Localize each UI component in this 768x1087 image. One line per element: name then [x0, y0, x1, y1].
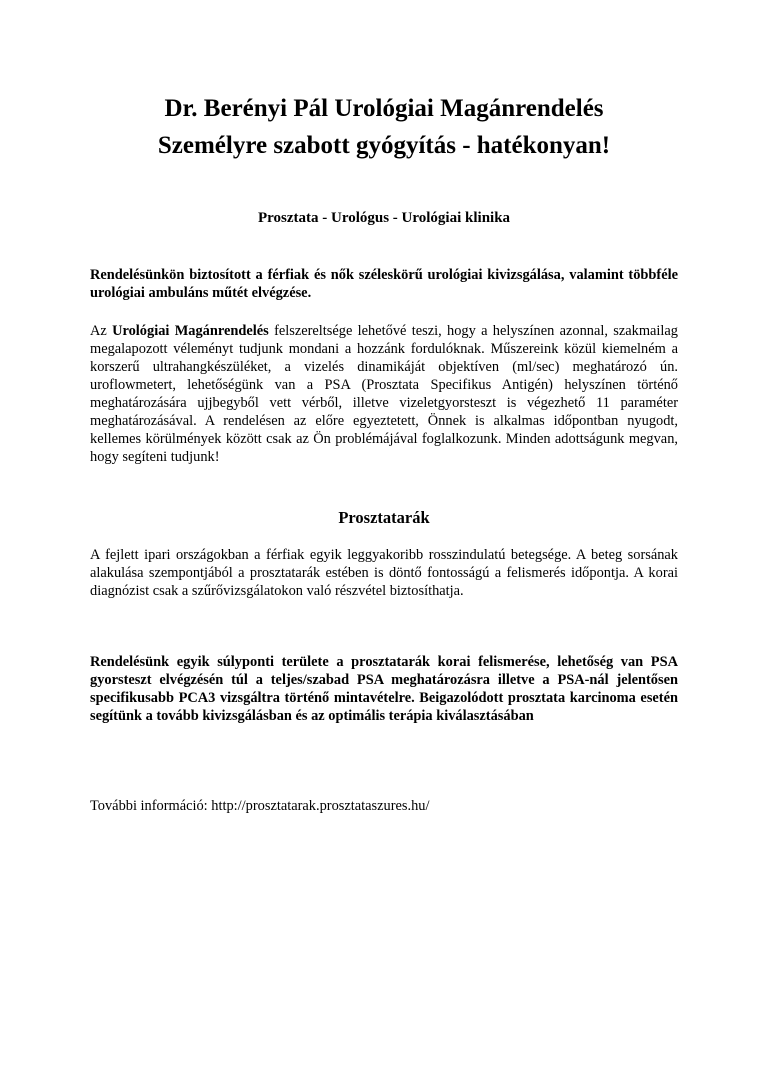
more-info-link[interactable]: http://prosztatarak.prosztataszures.hu/: [211, 798, 430, 814]
page-tagline: Személyre szabott gyógyítás - hatékonyan!: [157, 132, 611, 159]
clinic-description-paragraph: [90, 322, 678, 466]
prostate-cancer-paragraph: A fejlett ipari országokban a férfiak egyik leggyakoribb rosszindulatú betegsége. A beteg sorsának alakulása szempontjából a prosztatarák estében is döntő fontosságú a felismerés időpontja. A korai diagnózist csak a szűrővizsgálatokon való részvétel biztosíthatja.: [90, 547, 678, 599]
more-info-line: [90, 797, 678, 815]
paragraph-body: felszereltsége lehetővé teszi, hogy a helyszínen azonnal, szakmailag megalapozott véleményt tudjunk mondani a hozzánk fordulóknak. Műszereink közül kiemelném a korszerű ultrahangkészüléket, a vizelés dinamikáját objektíven (ml/sec) meghatározó ún. uroflowmetert, lehetőségünk van a PSA (Prosztata Specifikus Antigén) helyszínen történő meghatározására ujjbegyből vett vérből, illetve vizeletgyorsteszt is végezhető 11 paraméter meghatározásával. A rendelésen az előre egyeztetett, Önnek is alkalmas időpontban nyugodt, kellemes körülmények között csak az Ön problémájával foglalkozunk. Minden adottságunk megvan, hogy segíteni tudjunk!: [90, 323, 678, 465]
more-info-label: További információ:: [90, 798, 212, 814]
intro-paragraph: Rendelésünkön biztosított a férfiak és nők széleskörű urológiai kivizsgálása, valamint többféle urológiai ambuláns műtét elvégzése.: [90, 267, 678, 301]
section-heading: Prosztatarák: [338, 508, 430, 527]
paragraph-prefix: Az: [90, 323, 113, 339]
page-title: Dr. Berényi Pál Urológiai Magánrendelés: [164, 95, 604, 122]
page-subtitle: Prosztata - Urológus - Urológiai klinika: [257, 210, 511, 226]
screening-paragraph: Rendelésünk egyik súlyponti területe a prosztatarák korai felismerése, lehetőség van PSA gyorsteszt elvégzésén túl a teljes/szabad PSA meghatározásra illetve a PSA-nál jelentősen specifikusabb PCA3 vizsgáltra történő mintavételre. Beigazolódott prosztata karcinoma esetén segítünk a tovább kivizsgálásban és az optimális terápia kiválasztásában: [90, 654, 678, 724]
clinic-name-highlight: Urológiai Magánrendelés: [112, 323, 269, 339]
